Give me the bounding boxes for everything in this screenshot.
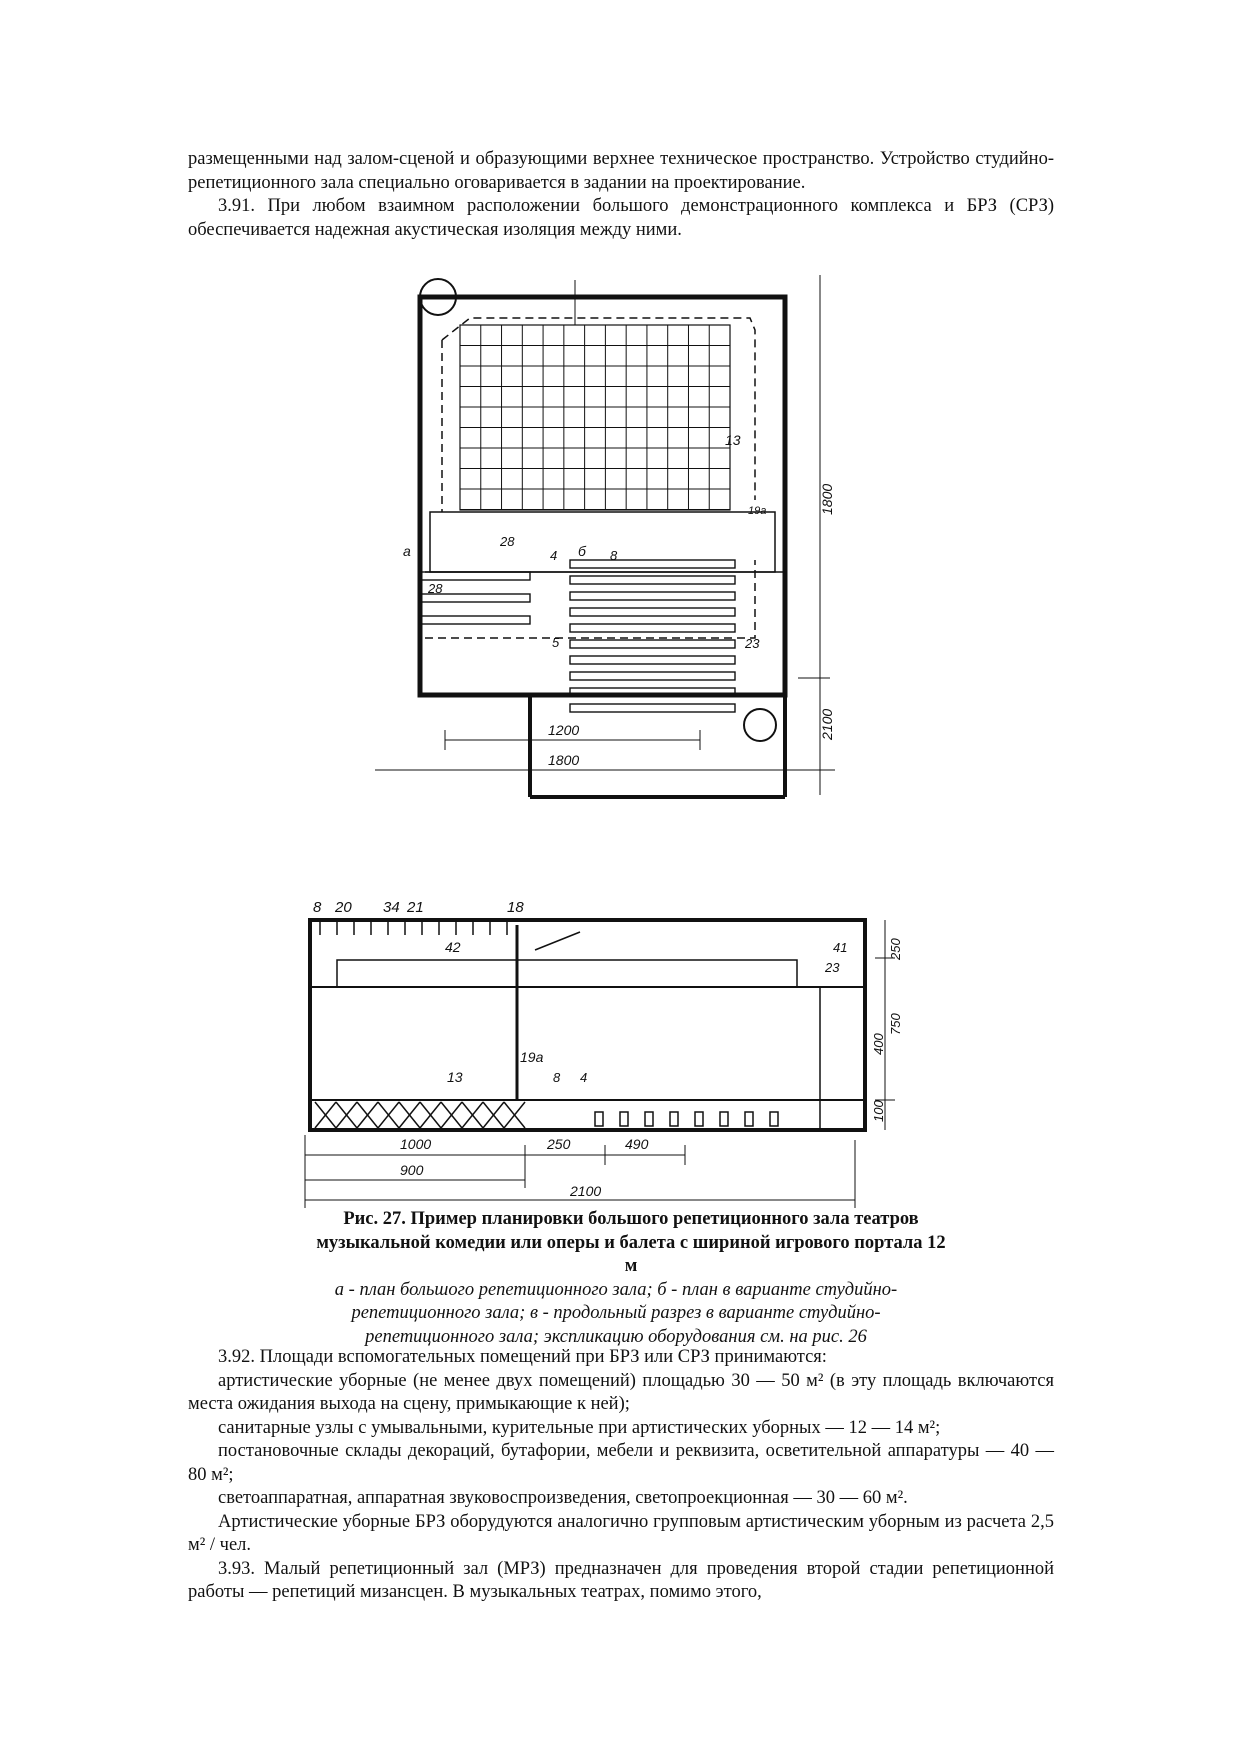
plan-mark-28: 28 xyxy=(428,581,443,596)
item-light-room: светоаппаратная, аппаратная звуковоспроизведения, светопроекционная — 30 — 60 м². xyxy=(218,1488,908,1508)
item-sanitary: санитарные узлы с умывальными, курительные при артистических уборных — 12 — 14 м²; xyxy=(218,1417,941,1438)
section-mark-19a: 19а xyxy=(520,1049,544,1065)
paragraph-3-93: 3.93. Малый репетиционный зал (МРЗ) предназначен для проведения второй стадии репетиционной работы — репетиций мизансцен. В музыкальных театрах, помимо этого, xyxy=(188,1558,1054,1602)
section-top-mark: 8 xyxy=(313,899,322,916)
figure-plan xyxy=(370,270,840,870)
plan-dim-1200: 1200 xyxy=(548,722,580,738)
section-mark-41: 41 xyxy=(833,940,848,955)
seat-row-b xyxy=(570,640,735,648)
section-dim-100-v: 100 xyxy=(871,1100,886,1122)
seat-row-b xyxy=(570,624,735,632)
section-outline xyxy=(310,920,865,1130)
section-top-marks xyxy=(313,899,524,916)
paragraph-continuation: размещенными над залом-сценой и образующими верхнее техническое пространство. Устройство студийно-репетиционного зала специально оговаривается в задании на проектирование. xyxy=(188,149,1054,193)
bottom-text-block xyxy=(188,1346,1054,1605)
section-dim-2100: 2100 xyxy=(570,1183,602,1199)
figure-section xyxy=(295,890,920,1210)
section-mark-13: 13 xyxy=(447,1069,463,1085)
plan-dim-1800: 1800 xyxy=(548,752,580,768)
section-top-mark: 20 xyxy=(335,899,352,916)
section-top-mark: 18 xyxy=(507,899,524,916)
section-top-mark: 21 xyxy=(407,899,424,916)
section-dim-750-v: 750 xyxy=(888,1013,903,1035)
seat-row-b xyxy=(570,560,735,568)
light-bridge xyxy=(535,932,580,950)
plan-label-a: а xyxy=(403,543,411,559)
seat-row-b xyxy=(570,656,735,664)
section-gallery xyxy=(337,960,797,987)
section-top-mark: 34 xyxy=(383,899,400,916)
chair xyxy=(620,1112,628,1126)
item-dressing-rooms: артистические уборные (не менее двух помещений) площадью 30 — 50 м² (в эту площадь включаются места ожидания выхода на сцену, примыкающие к ней); xyxy=(188,1370,1054,1414)
paragraph-equipment: Артистические уборные БРЗ оборудуются аналогично групповым артистическим уборным из расчета 2,5 м² / чел. xyxy=(188,1511,1054,1555)
plan-floor-grid xyxy=(460,325,730,510)
paragraph-3-92: 3.92. Площади вспомогательных помещений при БРЗ или СРЗ принимаются: xyxy=(218,1347,827,1367)
spiral-stair-bottom xyxy=(744,709,776,741)
plan-mark-4: 4 xyxy=(550,548,558,563)
plan-mark-5: 5 xyxy=(552,635,560,650)
paragraph-3-91: 3.91. При любом взаимном расположении большого демонстрационного комплекса и БРЗ (СРЗ) обеспечивается надежная акустическая изоляция между ними. xyxy=(188,196,1054,240)
seat-row-b xyxy=(570,608,735,616)
plan-mark-23: 23 xyxy=(745,636,760,651)
section-dim-400-v: 400 xyxy=(871,1033,886,1055)
top-text-block xyxy=(188,148,1054,242)
chair xyxy=(745,1112,753,1126)
seat-row-a xyxy=(420,616,530,624)
plan-mark-28-top: 28 xyxy=(500,534,515,549)
item-stores: постановочные склады декораций, бутафории, мебели и реквизита, осветительной аппаратуры — 40 — 80 м²; xyxy=(188,1441,1054,1485)
plan-mark-19a: 19а xyxy=(748,505,767,517)
plan-dim-height-2100: 2100 xyxy=(819,708,835,740)
chair xyxy=(720,1112,728,1126)
plan-dim-height-1800: 1800 xyxy=(819,483,835,515)
plan-mark-8: 8 xyxy=(610,548,618,563)
chair xyxy=(695,1112,703,1126)
seat-row-b xyxy=(570,704,735,712)
section-dim-900: 900 xyxy=(400,1162,424,1178)
plan-label-b: б xyxy=(578,543,586,559)
seat-row-a xyxy=(420,572,530,580)
chair xyxy=(770,1112,778,1126)
section-mark-42: 42 xyxy=(445,939,461,955)
chair xyxy=(645,1112,653,1126)
section-dim-1000: 1000 xyxy=(400,1136,432,1152)
section-dim-250-v: 250 xyxy=(888,938,903,960)
section-mark-4: 4 xyxy=(580,1070,588,1085)
caption-subtitle: а - план большого репетиционного зала; б - план в варианте студийно-репетиционного зала; в - продольный разрез в варианте студийно-репетиционного зала; экспликацию оборудования см. на рис. 26 xyxy=(334,1279,898,1347)
seat-row-b xyxy=(570,672,735,680)
section-mark-23: 23 xyxy=(825,960,840,975)
chair xyxy=(595,1112,603,1126)
plan-mark-13: 13 xyxy=(725,432,741,448)
section-dim-490: 490 xyxy=(625,1136,649,1152)
seat-row-b xyxy=(570,576,735,584)
section-dim-250: 250 xyxy=(547,1136,571,1152)
section-mark-8: 8 xyxy=(553,1070,561,1085)
caption-title: Рис. 27. Пример планировки большого репетиционного зала театров музыкальной комедии или оперы и балета с шириной игрового портала 12 м xyxy=(316,1209,946,1276)
chair xyxy=(670,1112,678,1126)
figure-caption xyxy=(188,1208,1054,1349)
seat-row-b xyxy=(570,592,735,600)
